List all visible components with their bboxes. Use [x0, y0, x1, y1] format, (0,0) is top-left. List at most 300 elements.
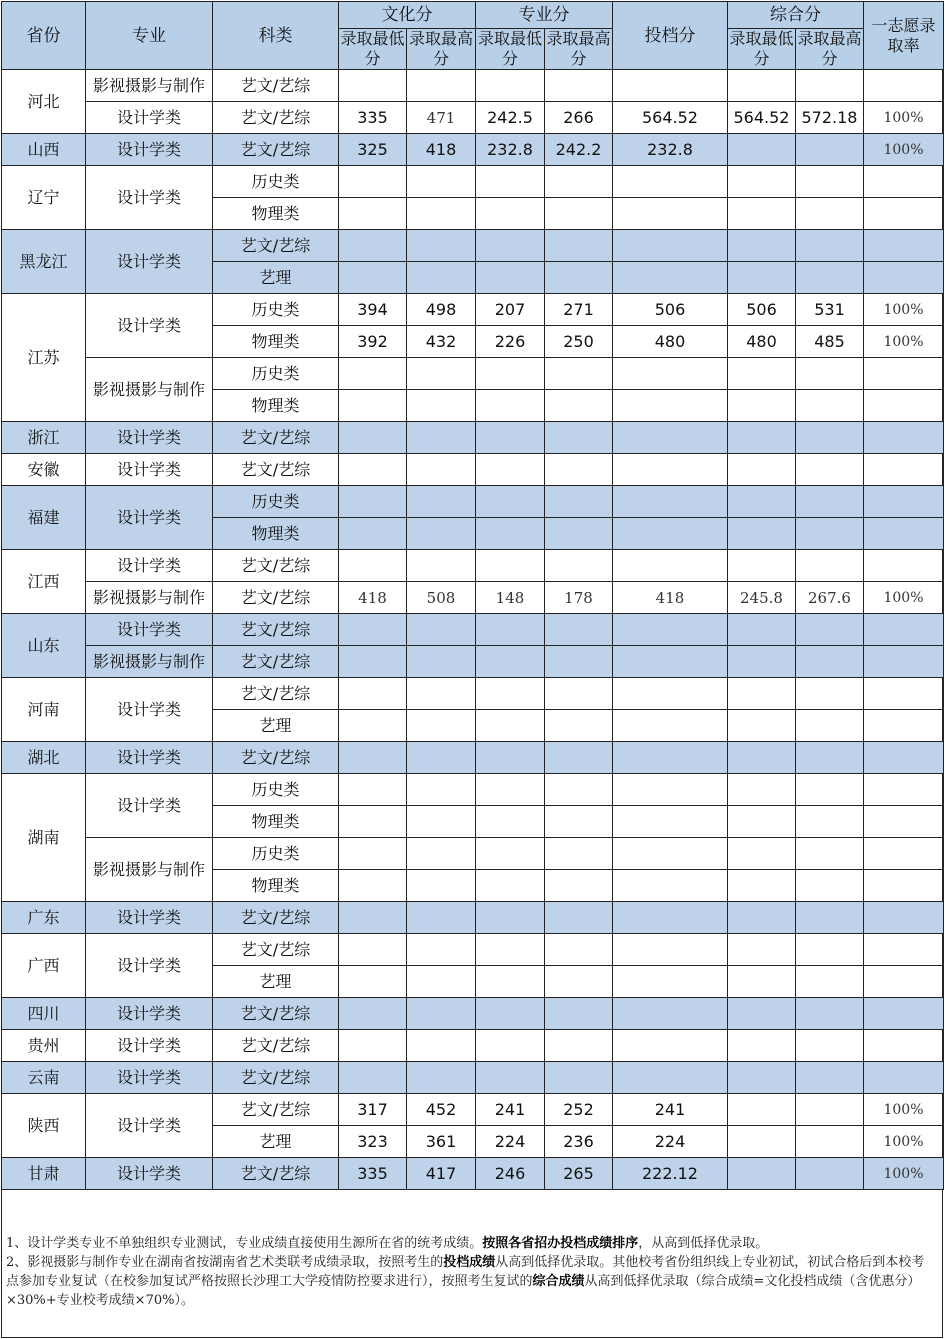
subject-cell: 艺文/艺综 — [213, 70, 339, 102]
composite-max-cell — [796, 422, 864, 454]
file-score-cell — [613, 870, 728, 902]
first-choice-rate-cell — [864, 870, 944, 902]
table-row — [2, 1062, 944, 1094]
professional-max-cell — [545, 486, 613, 518]
culture-max-cell — [407, 998, 476, 1030]
culture-min-cell — [339, 422, 407, 454]
culture-max-cell — [407, 1030, 476, 1062]
composite-max-cell — [796, 358, 864, 390]
professional-max-cell — [545, 1030, 613, 1062]
composite-max-cell — [796, 934, 864, 966]
header-province: 省份 — [2, 2, 86, 70]
file-score-cell — [613, 614, 728, 646]
first-choice-rate-cell — [864, 902, 944, 934]
composite-max-cell — [796, 1126, 864, 1158]
culture-max-cell — [407, 454, 476, 486]
composite-min-cell — [728, 358, 796, 390]
table-row — [2, 742, 944, 774]
subject-cell: 艺文/艺综 — [213, 998, 339, 1030]
professional-max-cell — [545, 454, 613, 486]
first-choice-rate-cell — [864, 838, 944, 870]
first-choice-rate-cell: 100% — [864, 1094, 944, 1126]
professional-max-cell: 271 — [545, 294, 613, 326]
subject-cell: 艺文/艺综 — [213, 902, 339, 934]
major-cell: 设计学类 — [86, 550, 213, 582]
major-cell: 设计学类 — [86, 742, 213, 774]
first-choice-rate-cell — [864, 230, 944, 262]
admission-score-table — [1, 1, 944, 1190]
first-choice-rate-cell — [864, 678, 944, 710]
major-cell: 影视摄影与制作 — [86, 582, 213, 614]
first-choice-rate-cell — [864, 486, 944, 518]
major-cell: 影视摄影与制作 — [86, 838, 213, 902]
composite-max-cell — [796, 806, 864, 838]
province-cell: 福建 — [2, 486, 86, 550]
major-cell: 设计学类 — [86, 1062, 213, 1094]
composite-max-cell — [796, 1094, 864, 1126]
header-composite-min: 录取最低分 — [729, 29, 794, 68]
admission-score-document — [1, 1, 943, 1338]
first-choice-rate-cell — [864, 70, 944, 102]
professional-max-cell: 236 — [545, 1126, 613, 1158]
composite-min-cell — [728, 1126, 796, 1158]
professional-min-cell — [476, 1062, 545, 1094]
subject-cell: 艺文/艺综 — [213, 1062, 339, 1094]
file-score-cell — [613, 646, 728, 678]
province-cell: 陕西 — [2, 1094, 86, 1158]
composite-min-cell — [728, 806, 796, 838]
first-choice-rate-cell — [864, 614, 944, 646]
footnote-1: 1、设计学类专业不单独组织专业测试，专业成绩直接使用生源所在省的统考成绩。按照各省招办投档成绩排序，从高到低择优录取。 — [6, 1236, 769, 1251]
culture-max-cell — [407, 838, 476, 870]
table-row — [2, 70, 944, 102]
subject-cell: 物理类 — [213, 198, 339, 230]
province-cell: 云南 — [2, 1062, 86, 1094]
culture-max-cell — [407, 902, 476, 934]
culture-min-cell — [339, 710, 407, 742]
professional-min-cell: 232.8 — [476, 134, 545, 166]
professional-max-cell — [545, 774, 613, 806]
composite-max-cell — [796, 902, 864, 934]
professional-max-cell — [545, 966, 613, 998]
culture-min-cell — [339, 806, 407, 838]
file-score-cell — [613, 934, 728, 966]
file-score-cell — [613, 454, 728, 486]
professional-max-cell — [545, 358, 613, 390]
file-score-cell: 564.52 — [613, 102, 728, 134]
composite-min-cell — [728, 454, 796, 486]
culture-max-cell — [407, 486, 476, 518]
composite-max-cell — [796, 198, 864, 230]
composite-max-cell — [796, 614, 864, 646]
composite-min-cell — [728, 518, 796, 550]
professional-max-cell: 252 — [545, 1094, 613, 1126]
culture-max-cell — [407, 1062, 476, 1094]
file-score-cell — [613, 486, 728, 518]
province-cell: 湖北 — [2, 742, 86, 774]
file-score-cell — [613, 710, 728, 742]
professional-min-cell — [476, 838, 545, 870]
professional-min-cell — [476, 70, 545, 102]
culture-max-cell — [407, 70, 476, 102]
subject-cell: 艺理 — [213, 966, 339, 998]
major-cell: 设计学类 — [86, 102, 213, 134]
composite-min-cell: 245.8 — [728, 582, 796, 614]
culture-max-cell: 471 — [407, 102, 476, 134]
major-cell: 设计学类 — [86, 678, 213, 742]
composite-max-cell — [796, 454, 864, 486]
composite-max-cell — [796, 966, 864, 998]
professional-min-cell: 241 — [476, 1094, 545, 1126]
table-row — [2, 934, 944, 966]
header-culture: 文化分 — [339, 2, 476, 29]
professional-min-cell — [476, 358, 545, 390]
file-score-cell — [613, 198, 728, 230]
file-score-cell: 224 — [613, 1126, 728, 1158]
professional-max-cell — [545, 806, 613, 838]
file-score-cell — [613, 166, 728, 198]
professional-min-cell — [476, 422, 545, 454]
professional-max-cell: 265 — [545, 1158, 613, 1190]
culture-max-cell: 452 — [407, 1094, 476, 1126]
culture-min-cell: 335 — [339, 102, 407, 134]
province-cell: 安徽 — [2, 454, 86, 486]
first-choice-rate-cell: 100% — [864, 102, 944, 134]
culture-min-cell — [339, 1062, 407, 1094]
composite-min-cell — [728, 262, 796, 294]
composite-max-cell — [796, 742, 864, 774]
first-choice-rate-cell — [864, 934, 944, 966]
file-score-cell — [613, 998, 728, 1030]
province-cell: 湖南 — [2, 774, 86, 902]
subject-cell: 艺文/艺综 — [213, 742, 339, 774]
file-score-cell — [613, 518, 728, 550]
table-row — [2, 294, 944, 326]
province-cell: 山西 — [2, 134, 86, 166]
first-choice-rate-cell — [864, 198, 944, 230]
first-choice-rate-cell — [864, 454, 944, 486]
table-row — [2, 646, 944, 678]
culture-min-cell — [339, 1030, 407, 1062]
composite-max-cell — [796, 230, 864, 262]
file-score-cell — [613, 1062, 728, 1094]
first-choice-rate-cell: 100% — [864, 1158, 944, 1190]
table-row — [2, 550, 944, 582]
culture-min-cell — [339, 454, 407, 486]
composite-max-cell — [796, 678, 864, 710]
header-composite-max: 录取最高分 — [797, 29, 862, 68]
culture-min-cell — [339, 614, 407, 646]
composite-min-cell — [728, 134, 796, 166]
subject-cell: 历史类 — [213, 774, 339, 806]
professional-max-cell — [545, 518, 613, 550]
header-first-choice: 一志愿录取率 — [864, 2, 944, 70]
table-row — [2, 998, 944, 1030]
major-cell: 影视摄影与制作 — [86, 70, 213, 102]
file-score-cell — [613, 806, 728, 838]
first-choice-rate-cell — [864, 422, 944, 454]
subject-cell: 艺文/艺综 — [213, 1030, 339, 1062]
culture-min-cell — [339, 198, 407, 230]
subject-cell: 艺文/艺综 — [213, 646, 339, 678]
composite-max-cell — [796, 550, 864, 582]
composite-max-cell: 267.6 — [796, 582, 864, 614]
culture-max-cell — [407, 614, 476, 646]
culture-max-cell — [407, 262, 476, 294]
subject-cell: 艺文/艺综 — [213, 582, 339, 614]
subject-cell: 物理类 — [213, 390, 339, 422]
culture-max-cell — [407, 806, 476, 838]
footnote-2: 2、影视摄影与制作专业在湖南省按湖南省艺术类联考成绩录取，按照考生的投档成绩从高到低择优录取。其他校考省份组织线上专业初试，初试合格后到本校考点参加专业复试（在校参加复试严格按照长沙理工大学疫情防控要求进行），按照考生复试的综合成绩从高到低择优录取（综合成绩=文化投档成绩（含优惠分）×30%+专业校考成绩×70%）。 — [6, 1255, 925, 1308]
professional-min-cell — [476, 646, 545, 678]
composite-min-cell — [728, 934, 796, 966]
file-score-cell: 241 — [613, 1094, 728, 1126]
professional-min-cell — [476, 902, 545, 934]
major-cell: 影视摄影与制作 — [86, 646, 213, 678]
professional-min-cell: 207 — [476, 294, 545, 326]
composite-min-cell — [728, 1030, 796, 1062]
composite-max-cell: 485 — [796, 326, 864, 358]
composite-max-cell — [796, 1062, 864, 1094]
first-choice-rate-cell: 100% — [864, 134, 944, 166]
professional-max-cell — [545, 390, 613, 422]
province-cell: 甘肃 — [2, 1158, 86, 1190]
table-row — [2, 134, 944, 166]
professional-min-cell: 242.5 — [476, 102, 545, 134]
header-professional: 专业分 — [476, 2, 613, 29]
subject-cell: 物理类 — [213, 518, 339, 550]
subject-cell: 物理类 — [213, 806, 339, 838]
culture-min-cell — [339, 838, 407, 870]
major-cell: 设计学类 — [86, 774, 213, 838]
table-row — [2, 230, 944, 262]
composite-min-cell: 506 — [728, 294, 796, 326]
province-cell: 贵州 — [2, 1030, 86, 1062]
culture-min-cell — [339, 870, 407, 902]
province-cell: 山东 — [2, 614, 86, 678]
professional-min-cell — [476, 742, 545, 774]
culture-max-cell: 432 — [407, 326, 476, 358]
file-score-cell — [613, 902, 728, 934]
professional-min-cell — [476, 806, 545, 838]
culture-min-cell: 394 — [339, 294, 407, 326]
header-professional-max: 录取最高分 — [546, 29, 611, 68]
professional-min-cell — [476, 1030, 545, 1062]
province-cell: 江苏 — [2, 294, 86, 422]
major-cell: 设计学类 — [86, 230, 213, 294]
province-cell: 广东 — [2, 902, 86, 934]
composite-max-cell — [796, 646, 864, 678]
major-cell: 影视摄影与制作 — [86, 358, 213, 422]
major-cell: 设计学类 — [86, 486, 213, 550]
composite-max-cell — [796, 70, 864, 102]
professional-max-cell — [545, 998, 613, 1030]
professional-max-cell — [545, 838, 613, 870]
first-choice-rate-cell — [864, 710, 944, 742]
table-row — [2, 1158, 944, 1190]
file-score-cell — [613, 1030, 728, 1062]
culture-min-cell — [339, 390, 407, 422]
composite-min-cell — [728, 966, 796, 998]
major-cell: 设计学类 — [86, 454, 213, 486]
subject-cell: 艺文/艺综 — [213, 550, 339, 582]
professional-max-cell — [545, 550, 613, 582]
subject-cell: 历史类 — [213, 838, 339, 870]
professional-max-cell — [545, 1062, 613, 1094]
file-score-cell — [613, 358, 728, 390]
subject-cell: 历史类 — [213, 486, 339, 518]
first-choice-rate-cell: 100% — [864, 326, 944, 358]
first-choice-rate-cell: 100% — [864, 582, 944, 614]
composite-max-cell — [796, 1030, 864, 1062]
professional-min-cell — [476, 550, 545, 582]
file-score-cell — [613, 678, 728, 710]
table-row — [2, 1094, 944, 1126]
table-row — [2, 614, 944, 646]
file-score-cell — [613, 550, 728, 582]
professional-max-cell: 266 — [545, 102, 613, 134]
province-cell: 江西 — [2, 550, 86, 614]
subject-cell: 艺文/艺综 — [213, 102, 339, 134]
table-row — [2, 166, 944, 198]
professional-min-cell: 148 — [476, 582, 545, 614]
header-subject: 科类 — [213, 2, 339, 70]
file-score-cell — [613, 966, 728, 998]
composite-max-cell — [796, 134, 864, 166]
subject-cell: 艺文/艺综 — [213, 230, 339, 262]
composite-min-cell — [728, 550, 796, 582]
culture-max-cell — [407, 518, 476, 550]
major-cell: 设计学类 — [86, 998, 213, 1030]
subject-cell: 艺理 — [213, 262, 339, 294]
culture-max-cell — [407, 710, 476, 742]
first-choice-rate-cell — [864, 1062, 944, 1094]
professional-min-cell: 226 — [476, 326, 545, 358]
table-row — [2, 422, 944, 454]
professional-max-cell — [545, 166, 613, 198]
composite-min-cell: 480 — [728, 326, 796, 358]
province-cell: 黑龙江 — [2, 230, 86, 294]
composite-max-cell — [796, 166, 864, 198]
professional-min-cell — [476, 774, 545, 806]
first-choice-rate-cell — [864, 998, 944, 1030]
composite-max-cell — [796, 390, 864, 422]
culture-min-cell: 392 — [339, 326, 407, 358]
header-major: 专业 — [86, 2, 213, 70]
culture-max-cell — [407, 870, 476, 902]
professional-min-cell — [476, 486, 545, 518]
file-score-cell: 222.12 — [613, 1158, 728, 1190]
professional-min-cell — [476, 518, 545, 550]
table-row — [2, 1030, 944, 1062]
first-choice-rate-cell — [864, 774, 944, 806]
professional-max-cell — [545, 262, 613, 294]
culture-max-cell: 361 — [407, 1126, 476, 1158]
major-cell: 设计学类 — [86, 1158, 213, 1190]
culture-min-cell — [339, 486, 407, 518]
subject-cell: 物理类 — [213, 326, 339, 358]
culture-min-cell: 325 — [339, 134, 407, 166]
culture-max-cell — [407, 390, 476, 422]
composite-min-cell — [728, 230, 796, 262]
subject-cell: 艺文/艺综 — [213, 934, 339, 966]
culture-min-cell — [339, 774, 407, 806]
composite-max-cell — [796, 774, 864, 806]
composite-min-cell — [728, 486, 796, 518]
major-cell: 设计学类 — [86, 614, 213, 646]
professional-min-cell — [476, 166, 545, 198]
table-row — [2, 454, 944, 486]
composite-min-cell — [728, 998, 796, 1030]
major-cell: 设计学类 — [86, 166, 213, 230]
composite-max-cell — [796, 518, 864, 550]
culture-min-cell — [339, 998, 407, 1030]
file-score-cell — [613, 774, 728, 806]
professional-max-cell — [545, 902, 613, 934]
first-choice-rate-cell — [864, 646, 944, 678]
composite-min-cell — [728, 902, 796, 934]
professional-min-cell — [476, 870, 545, 902]
first-choice-rate-cell — [864, 390, 944, 422]
culture-min-cell: 418 — [339, 582, 407, 614]
culture-min-cell — [339, 678, 407, 710]
table-body — [2, 70, 944, 1190]
professional-max-cell — [545, 742, 613, 774]
professional-max-cell — [545, 870, 613, 902]
culture-min-cell — [339, 934, 407, 966]
professional-min-cell — [476, 230, 545, 262]
composite-min-cell — [728, 166, 796, 198]
professional-max-cell — [545, 710, 613, 742]
culture-max-cell — [407, 198, 476, 230]
header-composite: 综合分 — [728, 2, 864, 29]
file-score-cell — [613, 262, 728, 294]
professional-max-cell: 242.2 — [545, 134, 613, 166]
composite-max-cell: 531 — [796, 294, 864, 326]
culture-min-cell — [339, 966, 407, 998]
professional-max-cell — [545, 422, 613, 454]
composite-max-cell — [796, 998, 864, 1030]
province-cell: 四川 — [2, 998, 86, 1030]
province-cell: 辽宁 — [2, 166, 86, 230]
subject-cell: 艺理 — [213, 1126, 339, 1158]
culture-max-cell — [407, 166, 476, 198]
table-row — [2, 678, 944, 710]
file-score-cell — [613, 742, 728, 774]
professional-min-cell — [476, 614, 545, 646]
major-cell: 设计学类 — [86, 1030, 213, 1062]
major-cell: 设计学类 — [86, 934, 213, 998]
professional-min-cell — [476, 678, 545, 710]
professional-max-cell: 178 — [545, 582, 613, 614]
culture-min-cell — [339, 646, 407, 678]
culture-min-cell: 317 — [339, 1094, 407, 1126]
culture-max-cell: 508 — [407, 582, 476, 614]
composite-max-cell — [796, 262, 864, 294]
culture-min-cell — [339, 358, 407, 390]
professional-max-cell — [545, 230, 613, 262]
file-score-cell — [613, 230, 728, 262]
composite-min-cell — [728, 710, 796, 742]
culture-min-cell — [339, 550, 407, 582]
composite-min-cell — [728, 422, 796, 454]
subject-cell: 艺文/艺综 — [213, 134, 339, 166]
professional-min-cell — [476, 262, 545, 294]
major-cell: 设计学类 — [86, 134, 213, 166]
composite-min-cell — [728, 1094, 796, 1126]
professional-min-cell — [476, 998, 545, 1030]
first-choice-rate-cell — [864, 518, 944, 550]
